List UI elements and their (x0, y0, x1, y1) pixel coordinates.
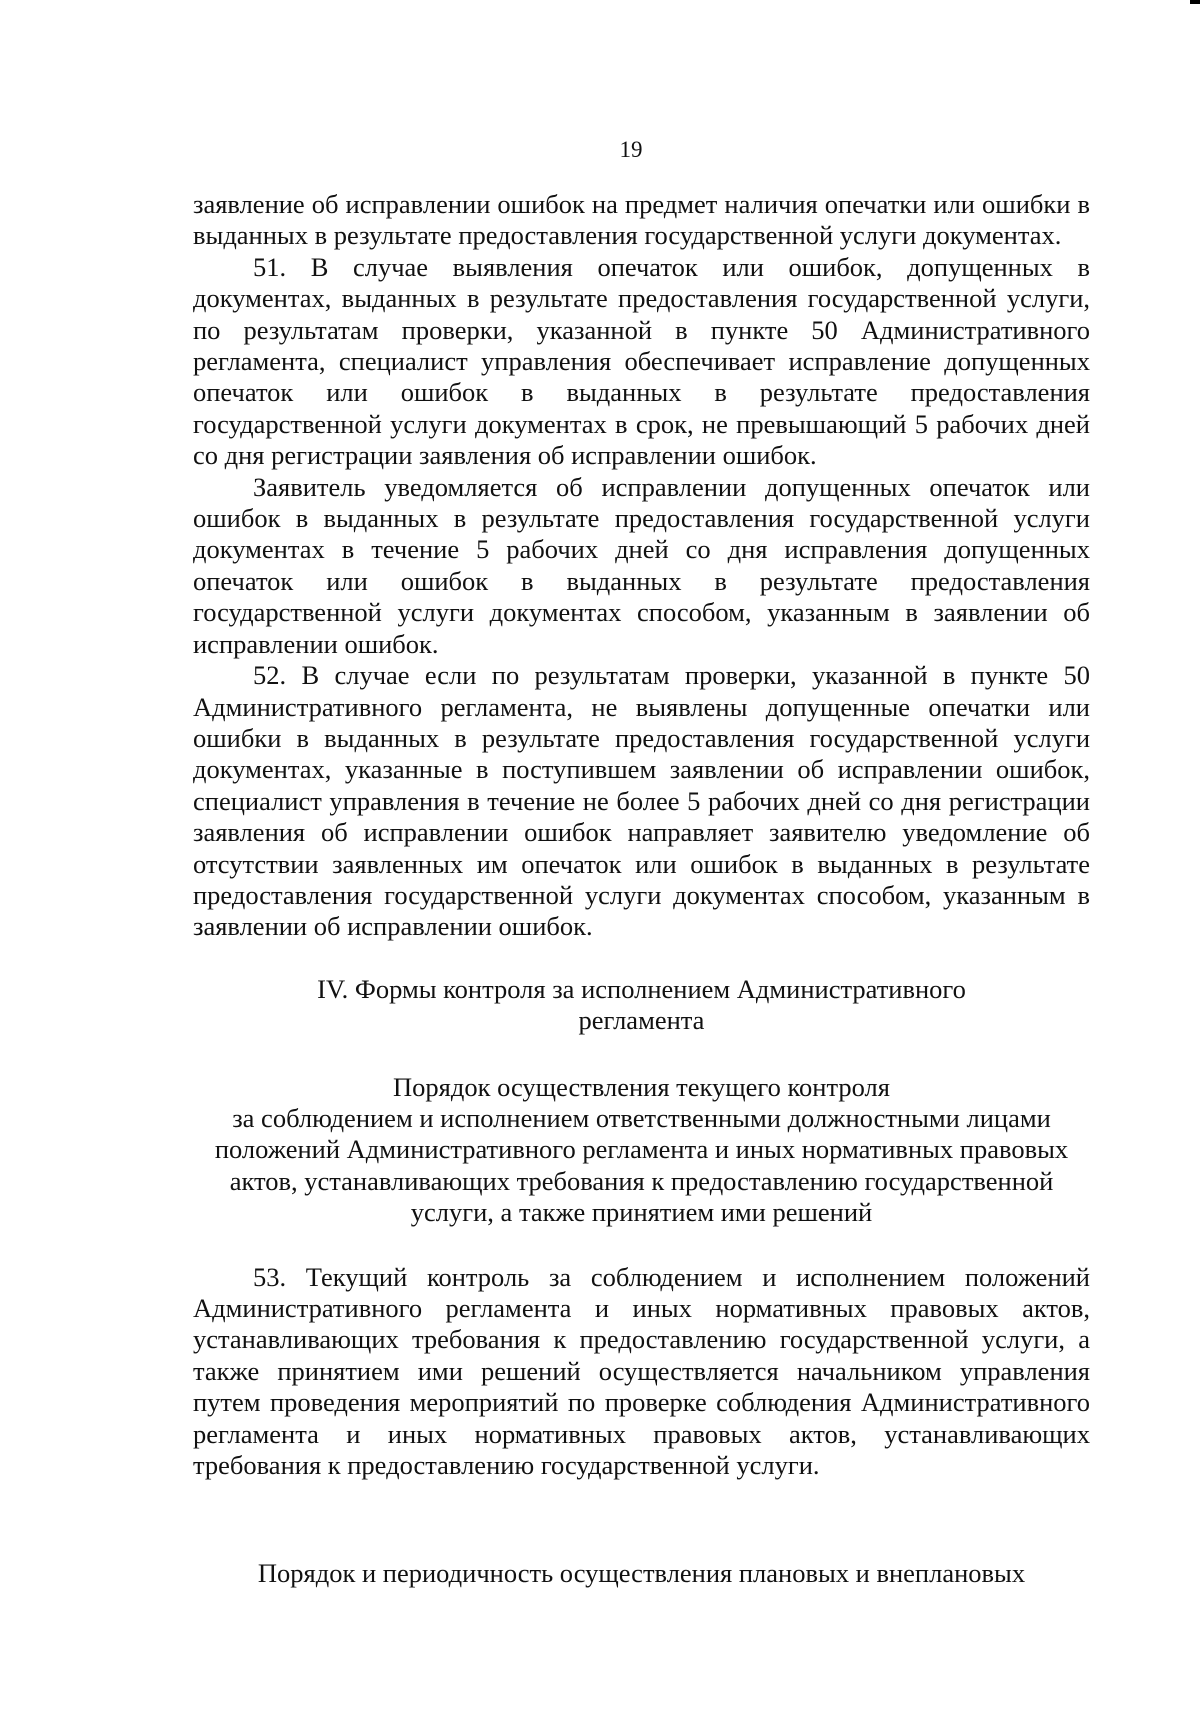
subsection-heading (193, 1072, 1090, 1229)
subheading-line-4: актов, устанавливающих требования к предоставлению государственной (229, 1165, 1054, 1196)
scan-edge-mark (1190, 0, 1200, 4)
next-subsection-heading: Порядок и периодичность осуществления плановых и внеплановых (257, 1557, 1026, 1588)
subheading-line-5: услуги, а также принятием ими решений (410, 1197, 873, 1228)
section-heading-line-2: регламента (578, 1005, 705, 1036)
subheading-line-3: положений Административного регламента и иных нормативных правовых (214, 1134, 1069, 1165)
page-number: 19 (619, 137, 643, 162)
paragraph-53: 53. Текущий контроль за соблюдением и исполнением положений Административного регламента и иных нормативных правовых актов, устанавливающих требования к предоставлению государственной услуги, а также принятием ими решений осуществляется начальником управления путем проведения мероприятий по проверке соблюдения Административного регламента и иных нормативных правовых актов, устанавливающих требования к предоставлению государственной услуги. (193, 1261, 1090, 1481)
section-heading-line-1: IV. Формы контроля за исполнением Административного (317, 973, 966, 1004)
document-body (193, 189, 1090, 1481)
paragraph-52: 52. В случае если по результатам проверки, указанной в пункте 50 Административного регламента, не выявлены допущенные опечатки или ошибки в выданных в результате предоставления государственной услуги документах, указанные в поступившем заявлении об исправлении ошибок, специалист управления в течение не более 5 рабочих дней со дня регистрации заявления об исправлении ошибок направляет заявителю уведомление об отсутствии заявленных им опечаток или ошибок в выданных в результате предоставления государственной услуги документах способом, указанным в заявлении об исправлении ошибок. (193, 660, 1090, 942)
paragraph-51: 51. В случае выявления опечаток или ошибок, допущенных в документах, выданных в результате предоставления государственной услуги, по результатам проверки, указанной в пункте 50 Административного регламента, специалист управления обеспечивает исправление допущенных опечаток или ошибок в выданных в результате предоставления государственной услуги документах в срок, не превышающий 5 рабочих дней со дня регистрации заявления об исправлении ошибок. (193, 251, 1090, 471)
paragraph-continuation: заявление об исправлении ошибок на предмет наличия опечатки или ошибки в выданных в результате предоставления государственной услуги документах. (193, 189, 1090, 251)
subheading-line-1: Порядок осуществления текущего контроля (393, 1071, 890, 1102)
subheading-line-2: за соблюдением и исполнением ответственными должностными лицами (232, 1102, 1051, 1133)
section-heading (193, 974, 1090, 1037)
paragraph-notification: Заявитель уведомляется об исправлении допущенных опечаток или ошибок в выданных в результате предоставления государственной услуги документах в течение 5 рабочих дней со дня исправления допущенных опечаток или ошибок в выданных в результате предоставления государственной услуги документах способом, указанным в заявлении об исправлении ошибок. (193, 471, 1090, 659)
